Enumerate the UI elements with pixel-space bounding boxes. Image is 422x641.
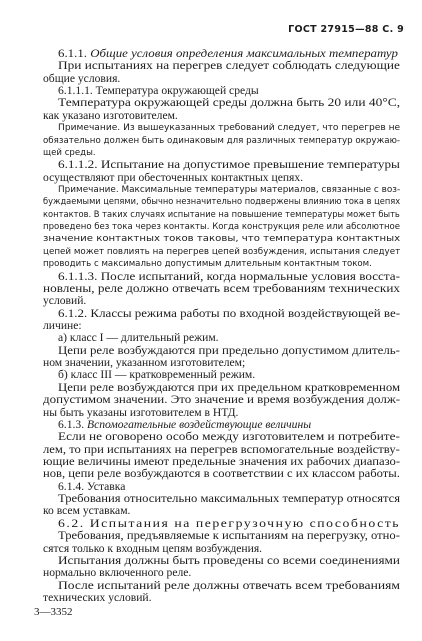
paragraph-line: личине: <box>43 319 82 332</box>
paragraph-line: Испытания должны быть проведены со всеми соединениями <box>58 554 400 567</box>
paragraph-line: Требования относительно максимальных температур относятся <box>58 492 401 505</box>
paragraph-line: условий. <box>43 294 87 307</box>
section-6-1-2-heading: 6.1.2. Классы режима работы по входной воздействующей ве- <box>58 307 401 320</box>
note-line: контактов. В таких случаях испытание на повышение температуры может быть <box>43 210 400 220</box>
paragraph-line: допустимом значении. Это значение и время возбуждения долж- <box>43 393 401 406</box>
list-item-class-3: б) класс III — кратковременный режим. <box>58 368 256 381</box>
note-line: проводить с максимально допустимым длительным контактным током. <box>43 259 372 269</box>
note-line: Примечание. Максимальные температуры материалов, связанные с воз- <box>58 185 401 195</box>
section-6-1-1-heading: 6.1.1. Общие условия определения максимальных температур <box>58 47 398 60</box>
paragraph-line: Цепи реле возбуждаются при их предельном кратковременном <box>58 381 401 394</box>
note-line: обязательно должен быть одинаковым для различных температур окружаю- <box>43 136 401 146</box>
page-header: ГОСТ 27915—88 С. 9 <box>288 24 404 35</box>
note-line: щей среды. <box>43 148 96 158</box>
section-6-1-3-heading: 6.1.3. Вспомогательные воздействующие величины <box>58 418 312 431</box>
paragraph-line: технических условий. <box>43 591 152 604</box>
note-line: значение контактных токов таковы, что температура контактных <box>43 234 401 244</box>
paragraph-line: как указано изготовителем. <box>43 109 178 122</box>
section-6-1-1-1-heading: 6.1.1.1. Температура окружающей среды <box>58 84 259 97</box>
paragraph-line: ющие величины имеют предельные значения их рабочих диапазо- <box>43 455 401 468</box>
paragraph-line: нов, цепи реле возбуждаются в соответствии с их классом работы. <box>43 467 400 480</box>
note-line: цепей может повлиять на перегрев цепей возбуждения, испытания следует <box>43 247 401 257</box>
paragraph-line: Температура окружающей среды должна быть 20 или 40°С, <box>58 96 401 109</box>
paragraph-line: общие условия. <box>43 72 121 85</box>
paragraph-line: лем, то при испытаниях на перегрев вспомогательные воздейству- <box>43 443 400 456</box>
paragraph-line: Цепи реле возбуждаются при предельно допустимом длитель- <box>58 344 400 357</box>
paragraph-line: ко всем уставкам. <box>43 504 131 517</box>
paragraph-line: ны быть указаны изготовителем в НТД. <box>43 406 239 419</box>
page-footer-signature: 3—3352 <box>34 606 73 618</box>
note-line: Примечание. Из вышеуказанных требований следует, что перегрев не <box>58 123 401 133</box>
paragraph-line: осуществляют при обесточенных контактных цепях. <box>43 171 304 184</box>
paragraph-line: Если не оговорено особо между изготовителем и потребите- <box>58 430 400 443</box>
list-item-class-1: а) класс I — длительный режим. <box>58 331 219 344</box>
section-6-1-4-heading: 6.1.4. Уставка <box>58 480 126 493</box>
note-line: буждаемыми цепями, обычно незначительно подвержены влиянию тока в цепях <box>43 197 401 207</box>
section-6-1-1-3-heading: 6.1.1.3. После испытаний, когда нормальные условия восста- <box>58 270 401 283</box>
paragraph-line: сятся только к входным цепям возбуждения. <box>43 542 263 555</box>
paragraph-line: нормально включенного реле. <box>43 566 192 579</box>
paragraph-line: При испытаниях на перегрев следует соблюдать следующие <box>58 59 400 72</box>
section-6-2-heading: 6.2. Испытания на перегрузочную способность <box>58 517 401 530</box>
paragraph-line: После испытаний реле должны отвечать всем требованиям <box>58 579 400 592</box>
section-6-1-1-2-heading: 6.1.1.2. Испытание на допустимое превышение температуры <box>58 158 400 171</box>
paragraph-line: новлены, реле должно отвечать всем требованиям технических <box>43 282 401 295</box>
paragraph-line: ном значении, указанном изготовителем; <box>43 356 246 369</box>
note-line: проведено без тока через контакты. Когда конструкция реле или абсолютное <box>43 222 401 232</box>
paragraph-line: Требования, предъявляемые к испытаниям на перегрузку, отно- <box>58 529 400 542</box>
